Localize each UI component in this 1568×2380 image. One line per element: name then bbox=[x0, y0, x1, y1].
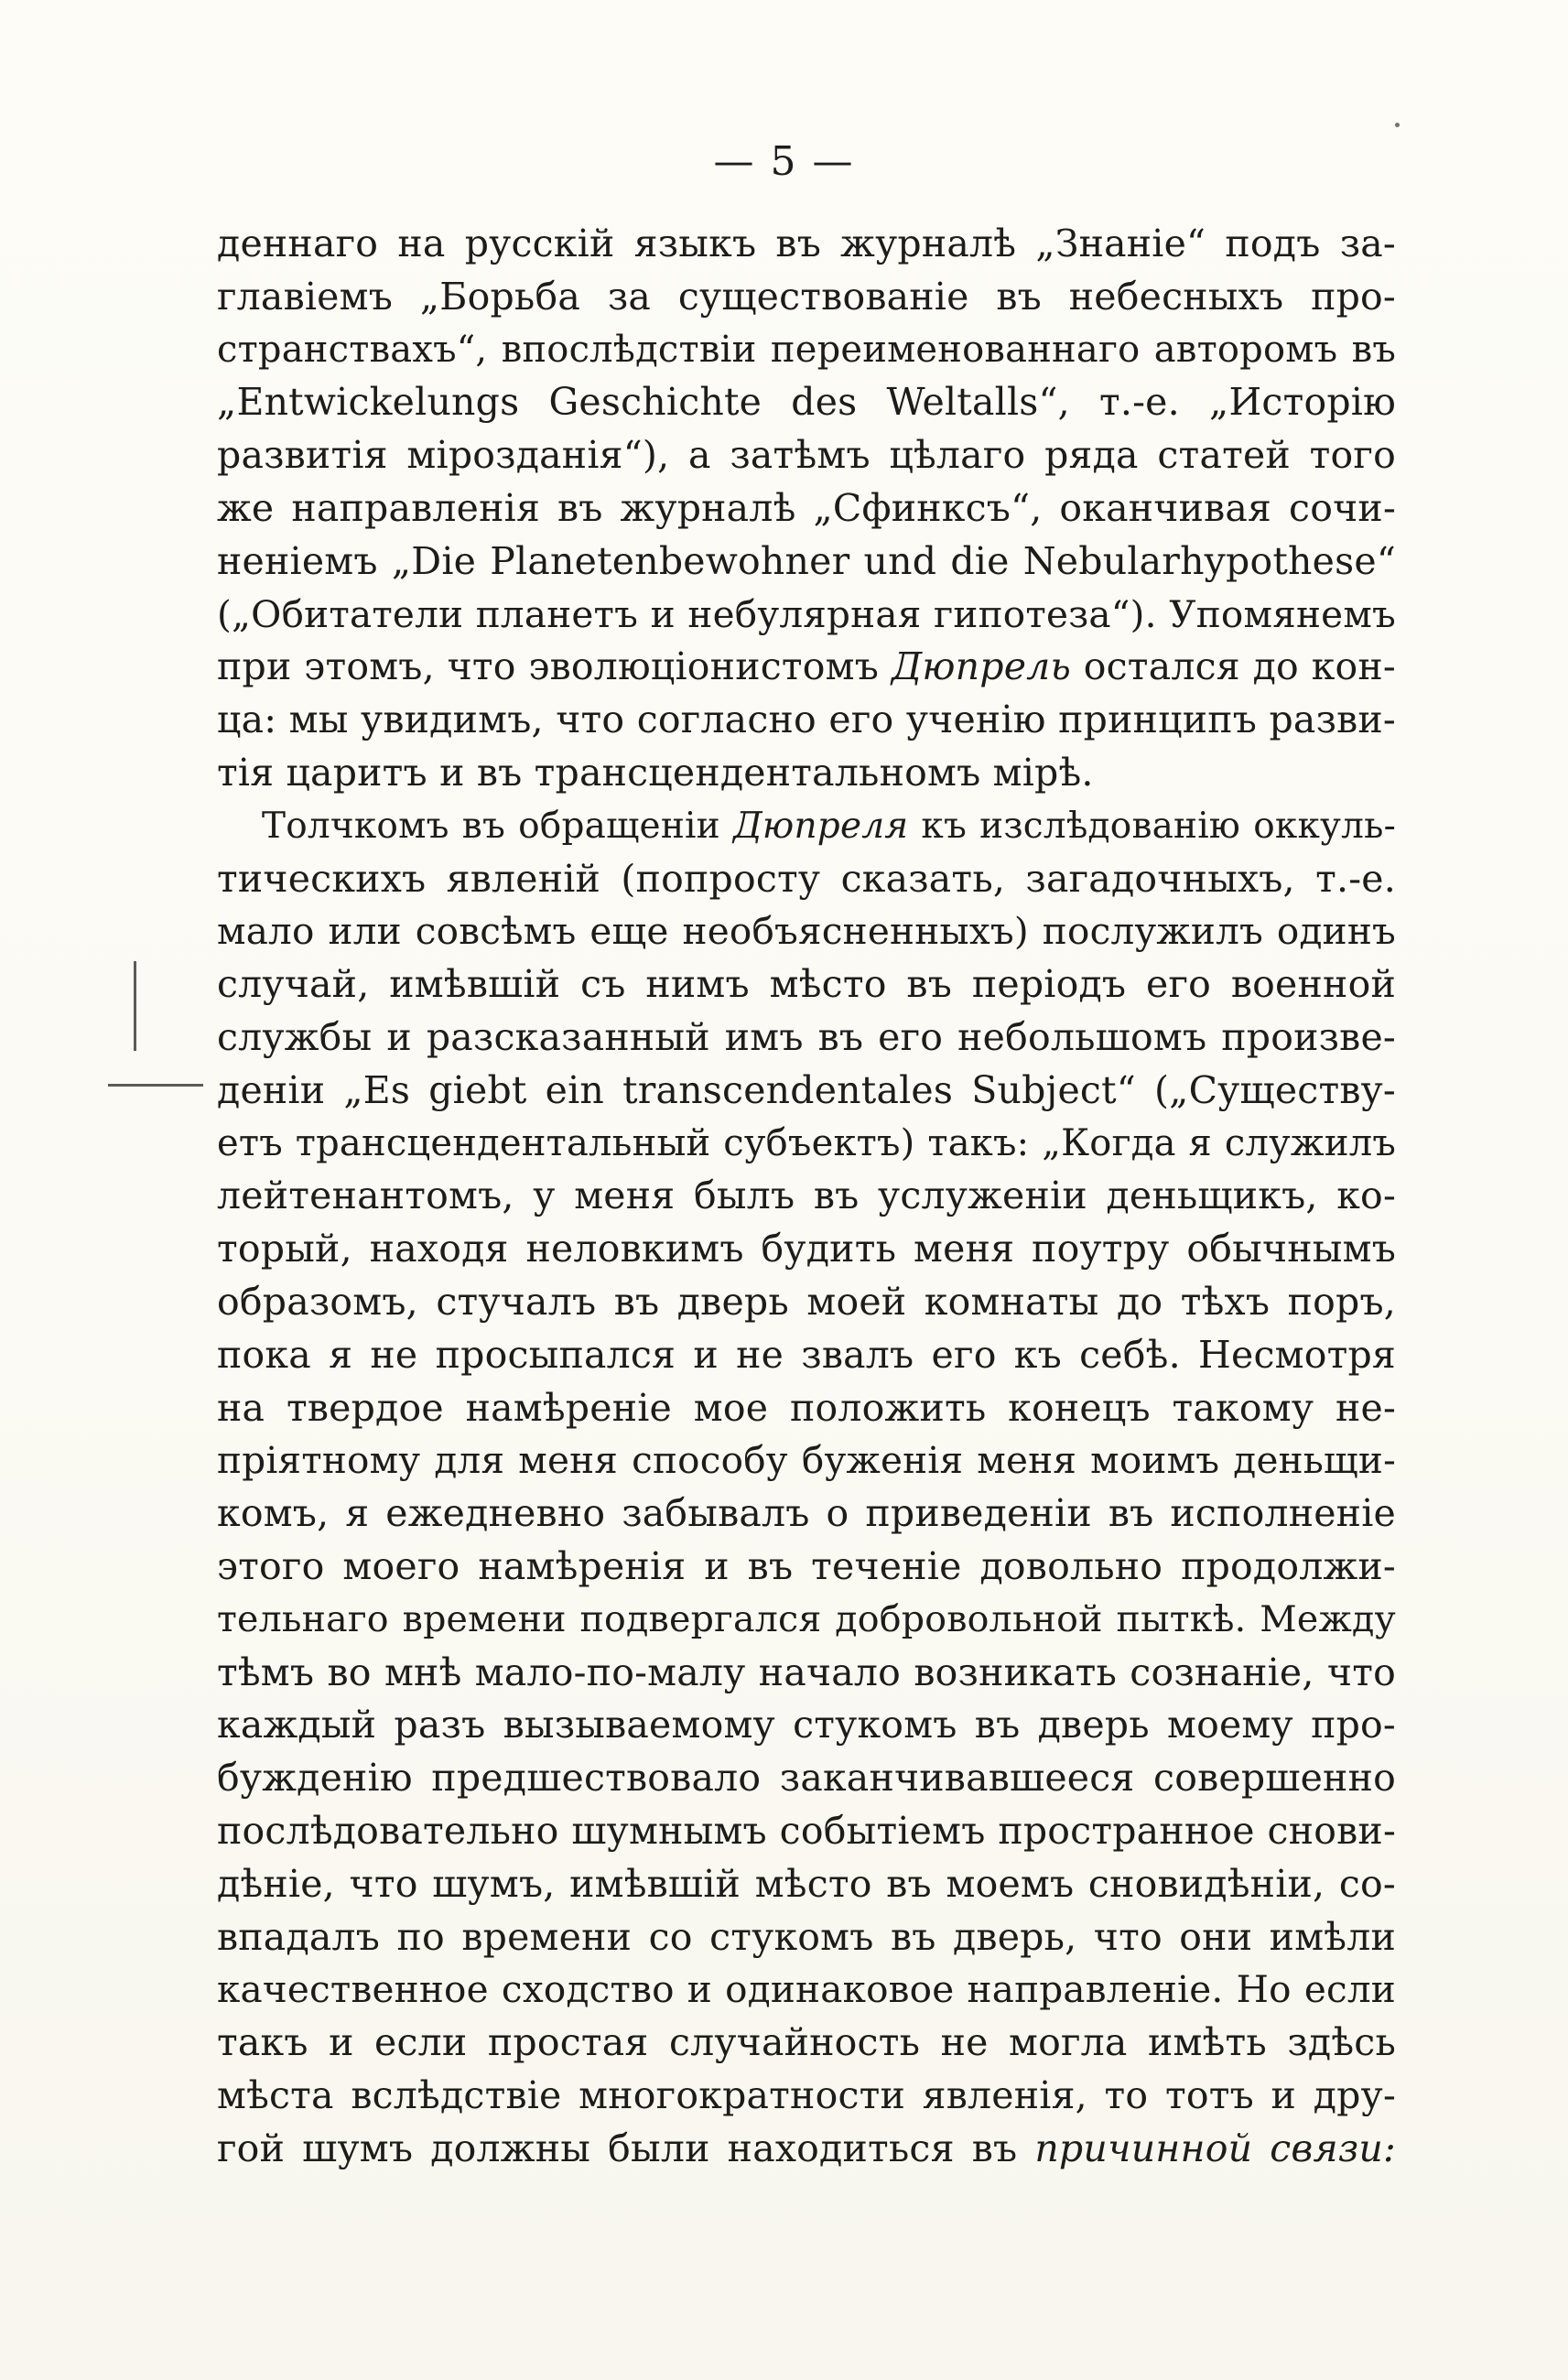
paragraph-2 bbox=[217, 800, 1396, 2176]
text-line: комъ, я ежедневно забывалъ о приведеніи въ исполненіе bbox=[217, 1491, 1396, 1536]
text-line: тія царитъ и въ трансцендентальномъ мірѣ. bbox=[217, 750, 1094, 795]
text-line: при этомъ, что эволюціонистомъ Дюпрель остался до кон- bbox=[217, 644, 1396, 689]
text-line: пока я не просыпался и не звалъ его къ себѣ. Несмотря bbox=[217, 1332, 1396, 1377]
paragraph-1 bbox=[217, 218, 1396, 800]
text-line: „Entwickelungs Geschichte des Weltalls“, т.-е. „Исторію bbox=[217, 380, 1396, 425]
text-line: развитія мірозданія“), а затѣмъ цѣлаго ряда статей того bbox=[217, 433, 1396, 478]
ink-speck bbox=[1395, 123, 1400, 127]
margin-pencil-mark bbox=[134, 961, 136, 1051]
body-text bbox=[217, 218, 1396, 2175]
text-line: образомъ, стучалъ въ дверь моей комнаты до тѣхъ поръ, bbox=[217, 1279, 1396, 1324]
page-number: — 5 — bbox=[713, 138, 855, 185]
text-line: же направленія въ журналѣ „Сфинксъ“, оканчивая сочи- bbox=[217, 485, 1396, 530]
text-line: мало или совсѣмъ еще необъясненныхъ) послужилъ одинъ bbox=[217, 909, 1396, 954]
text-line: деннаго на русскій языкъ въ журналѣ „Знаніе“ подъ за- bbox=[217, 222, 1396, 265]
text-line: тическихъ явленій (попросту сказать, загадочныхъ, т.-е. bbox=[217, 856, 1396, 901]
text-line: послѣдовательно шумнымъ событіемъ пространное снови- bbox=[217, 1808, 1396, 1853]
text-line: этого моего намѣренія и въ теченіе довольно продолжи- bbox=[217, 1543, 1396, 1588]
text-line: качественное сходство и одинаковое направленіе. Но если bbox=[217, 1967, 1396, 2012]
text-line: мѣста вслѣдствіе многократности явленія, то тотъ и дру- bbox=[217, 2072, 1396, 2117]
text-line: такъ и если простая случайность не могла имѣть здѣсь bbox=[217, 2020, 1396, 2065]
text-line: главіемъ „Борьба за существованіе въ небесныхъ про- bbox=[217, 274, 1396, 319]
text-line: етъ трансцендентальный субъектъ) такъ: „Когда я служилъ bbox=[217, 1121, 1396, 1164]
margin-pencil-dash bbox=[108, 1084, 203, 1087]
text-line: Толчкомъ въ обращеніи Дюпреля къ изслѣдованію оккуль- bbox=[262, 805, 1396, 847]
text-line: ца: мы увидимъ, что согласно его ученію принципъ разви- bbox=[217, 698, 1396, 742]
text-line: случай, имѣвшій съ нимъ мѣсто въ періодъ его военной bbox=[217, 962, 1396, 1007]
text-line: торый, находя неловкимъ будить меня поутру обычнымъ bbox=[217, 1227, 1396, 1271]
text-line: дѣніе, что шумъ, имѣвшій мѣсто въ моемъ сновидѣніи, со- bbox=[217, 1861, 1396, 1906]
text-line: пріятному для меня способу буженія меня моимъ деньщи- bbox=[217, 1438, 1396, 1483]
text-line: неніемъ „Die Planetenbewohner und die Nebularhypothese“ bbox=[217, 538, 1396, 583]
text-line: службы и разсказанный имъ въ его небольшомъ произве- bbox=[217, 1014, 1396, 1059]
text-line: странствахъ“, впослѣдствіи переименованнаго авторомъ въ bbox=[217, 328, 1396, 371]
text-line: каждый разъ вызываемому стукомъ въ дверь моему про- bbox=[217, 1703, 1396, 1747]
text-line: впадалъ по времени со стукомъ въ дверь, что они имѣли bbox=[217, 1914, 1396, 1959]
text-line: („Обитатели планетъ и небулярная гипотеза“). Упомянемъ bbox=[217, 591, 1396, 636]
text-line: тельнаго времени подвергался добровольной пыткѣ. Между bbox=[217, 1597, 1396, 1640]
text-line: тѣмъ во мнѣ мало-по-малу начало возникать сознаніе, что bbox=[217, 1650, 1396, 1694]
text-line: на твердое намѣреніе мое положить конецъ такому не- bbox=[217, 1385, 1396, 1430]
text-line: бужденію предшествовало заканчивавшееся совершенно bbox=[217, 1756, 1396, 1801]
text-line: гой шумъ должны были находиться въ причинной связи: bbox=[217, 2126, 1397, 2170]
text-line: деніи „Es giebt ein transcendentales Subject“ („Существу- bbox=[217, 1067, 1396, 1112]
text-line: лейтенантомъ, у меня былъ въ услуженіи деньщикъ, ко- bbox=[217, 1174, 1396, 1218]
